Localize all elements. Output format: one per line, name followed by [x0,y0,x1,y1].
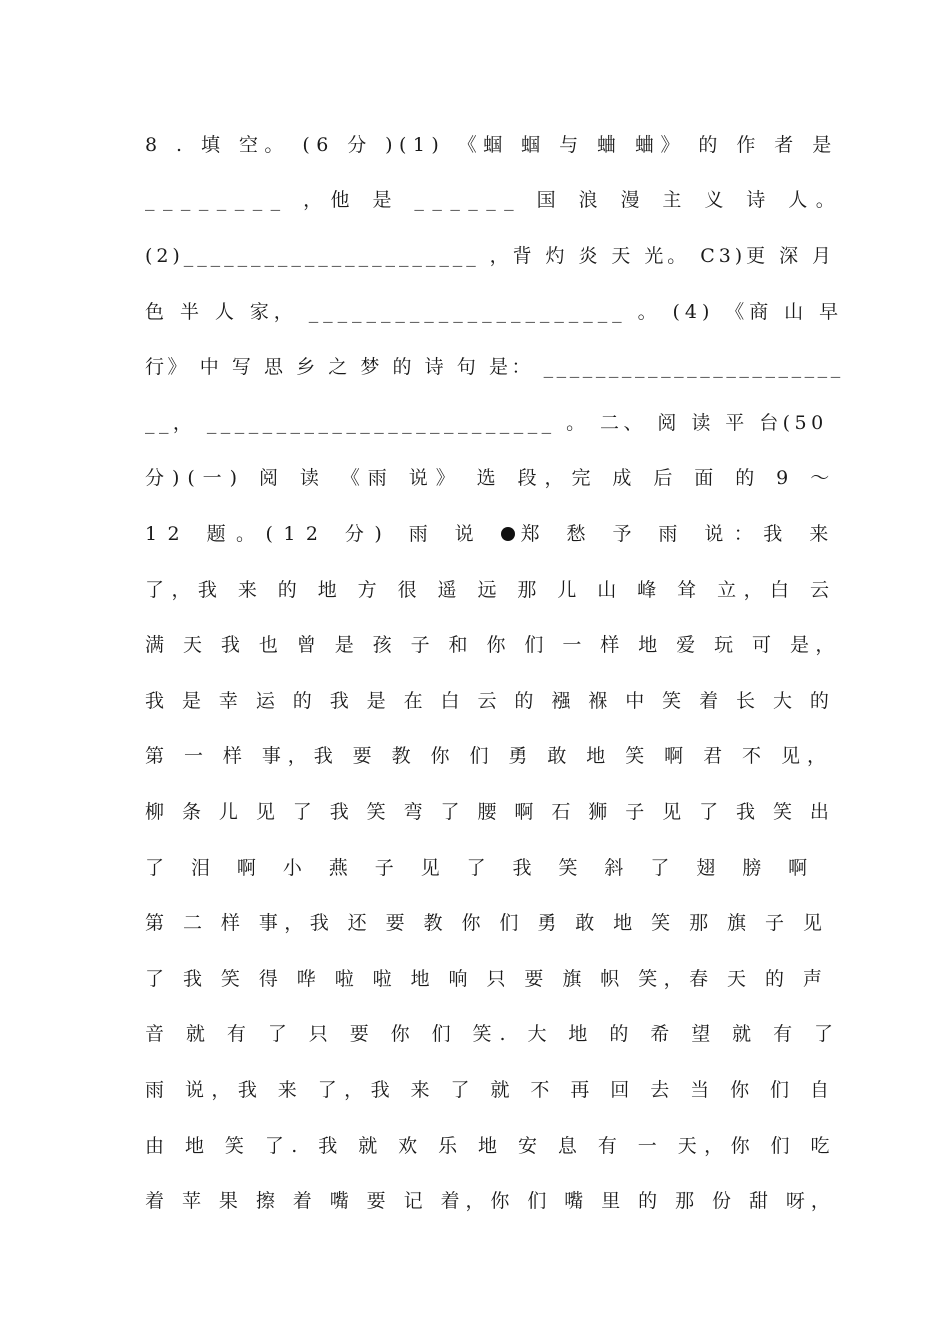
text-line: 了 我 笑 得 哗 啦 啦 地 响 只 要 旗 帜 笑，春 天 的 声 [145,968,829,990]
text-line: 了 泪 啊 小 燕 子 见 了 我 笑 斜 了 翅 膀 啊 [145,857,818,879]
text-segment: 郑 愁 予 雨 说：我 来 [520,523,839,545]
text-line: 第 一 样 事，我 要 教 你 们 勇 敢 地 笑 啊 君 不 见， [145,745,833,767]
text-line: 第 二 样 事，我 还 要 教 你 们 勇 敢 地 笑 那 旗 子 见 [145,912,829,934]
text-line: 着 苹 果 擦 着 嘴 要 记 着，你 们 嘴 里 的 那 份 甜 呀， [145,1190,836,1212]
text-line: ________ ，他 是 ______ 国 浪 漫 主 义 诗 人。 [145,189,844,211]
text-line: 音 就 有 了 只 要 你 们 笑. 大 地 的 希 望 就 有 了 [145,1023,841,1045]
text-line: __， _________________________ 。 二、 阅 读 平 台(50 [145,412,828,434]
bullet-dot-icon [501,527,515,541]
text-line: 行》 中 写 思 乡 之 梦 的 诗 句 是： _______________________ [145,356,844,378]
text-line: 了，我 来 的 地 方 很 遥 远 那 儿 山 峰 耸 立，白 云 [145,579,837,601]
text-line-with-author [145,519,839,549]
text-line: 我 是 幸 运 的 我 是 在 白 云 的 襁 褓 中 笑 着 长 大 的 [145,690,835,712]
text-segment: 12 题。(12 分) 雨 说 [145,523,485,545]
text-line: 8 . 填 空。 (6 分 )(1) 《蝈 蝈 与 蛐 蛐》 的 作 者 是 [145,134,838,156]
text-line: 色 半 人 家， ______________________ 。 (4) 《商 山 早 [145,301,844,323]
text-line: (2)______________________ ，背 灼 炎 天 光。 C3)更 深 月 [145,245,835,267]
text-line: 雨 说，我 来 了，我 来 了 就 不 再 回 去 当 你 们 自 [145,1079,837,1101]
text-line: 分)(一) 阅 读 《雨 说》 选 段，完 成 后 面 的 9 ～ [145,467,838,489]
text-line: 由 地 笑 了. 我 就 欢 乐 地 安 息 有 一 天，你 们 吃 [145,1135,837,1157]
text-line: 柳 条 儿 见 了 我 笑 弯 了 腰 啊 石 狮 子 见 了 我 笑 出 [145,801,835,823]
text-line: 满 天 我 也 曾 是 孩 子 和 你 们 一 样 地 爱 玩 可 是， [145,634,841,656]
